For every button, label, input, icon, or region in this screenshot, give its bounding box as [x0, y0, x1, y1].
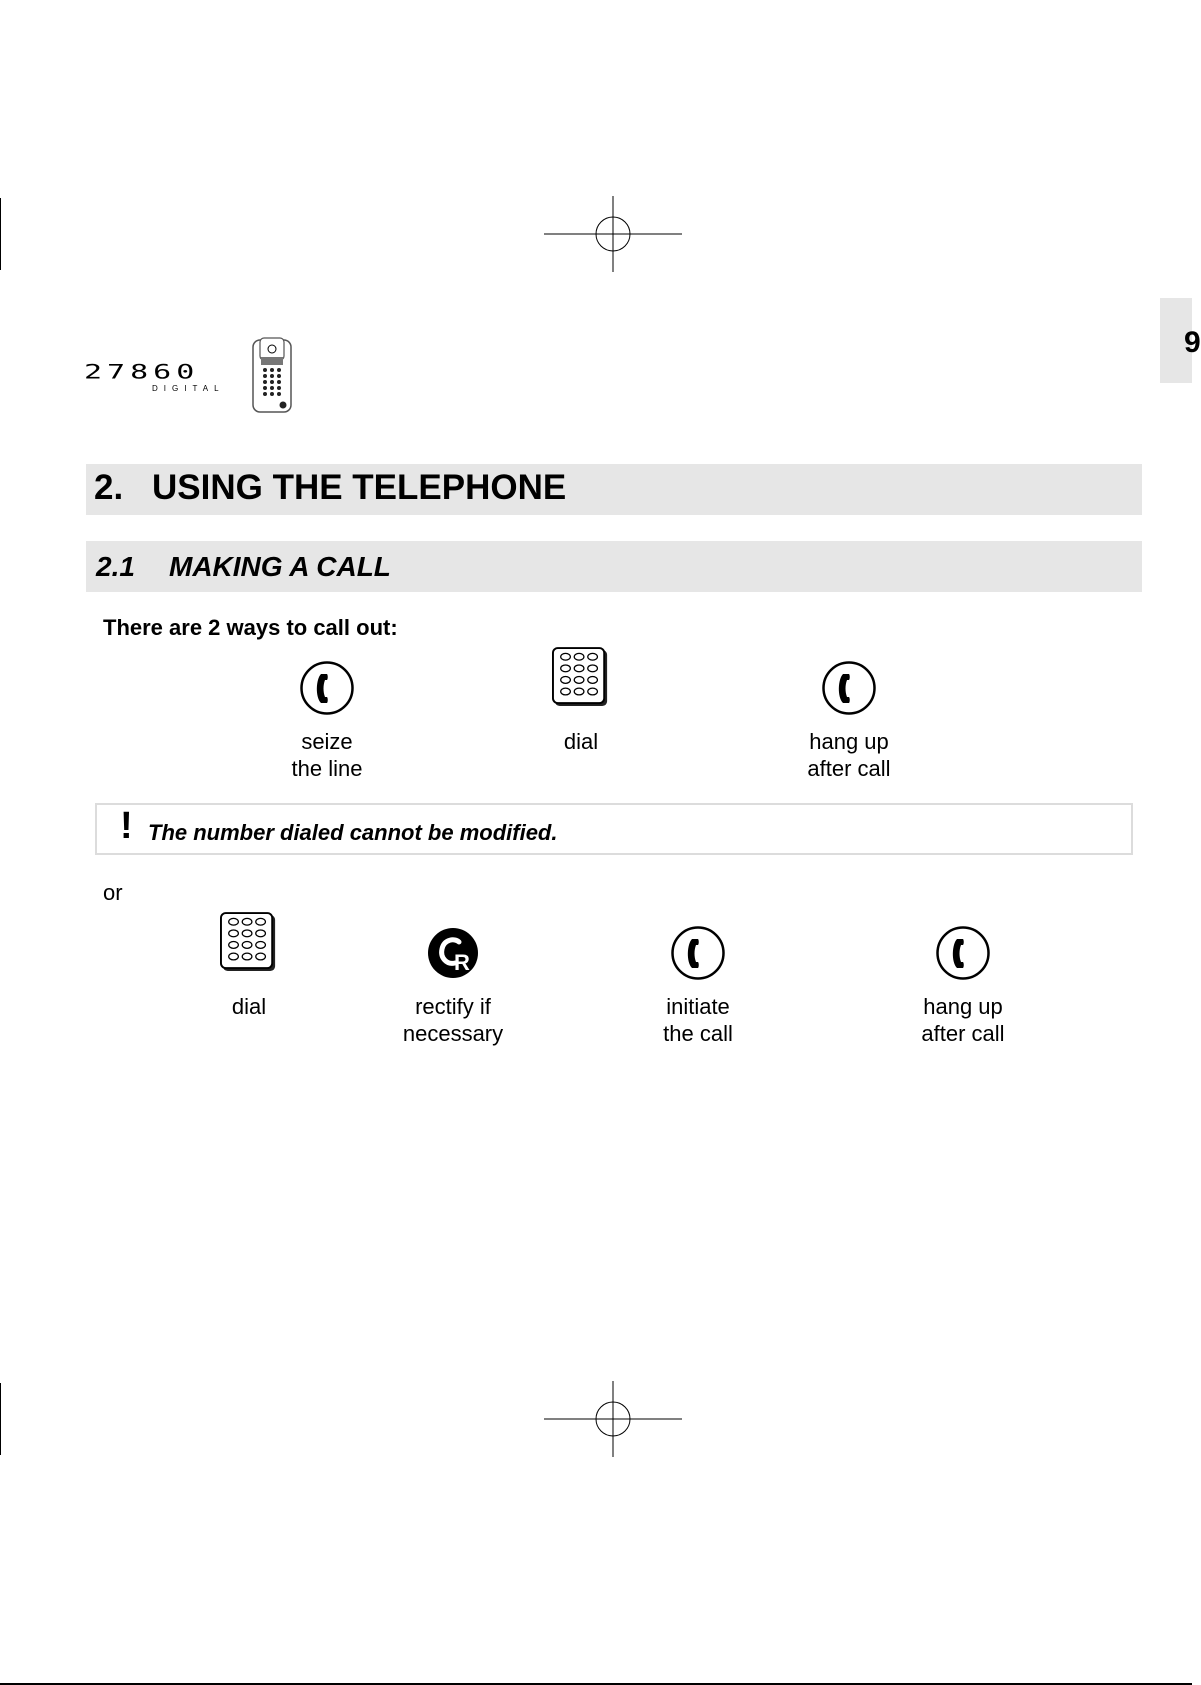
logo-sub: DIGITAL [152, 384, 225, 393]
crop-mark-left-top [0, 198, 1, 270]
step-rectify [353, 925, 553, 1047]
handset-icon [821, 660, 877, 716]
step-label: hang up [923, 994, 1003, 1019]
subsection-title: MAKING A CALL [169, 551, 391, 582]
step-label: necessary [402, 1021, 504, 1046]
step-label: the line [291, 756, 363, 781]
subsection-heading [86, 541, 1142, 592]
step-dial [149, 912, 349, 1020]
step-label: after call [807, 756, 891, 781]
step-hang-up [749, 660, 949, 782]
step-label: after call [921, 1021, 1005, 1046]
section-heading [86, 464, 1142, 515]
registration-mark-top [540, 196, 685, 272]
handset-icon [935, 925, 991, 981]
step-initiate-call [598, 925, 798, 1047]
step-label: initiate [666, 994, 730, 1019]
step-label: rectify if [415, 994, 491, 1019]
note-box [95, 803, 1133, 855]
phone-illustration-icon [247, 337, 297, 415]
section-title: USING THE TELEPHONE [152, 468, 567, 507]
product-logo [84, 337, 304, 415]
step-dial [481, 647, 681, 755]
correction-icon [425, 925, 481, 981]
page-tab-label: 9 [1184, 326, 1201, 359]
step-label: dial [563, 729, 599, 754]
step-hang-up [863, 925, 1063, 1047]
intro-text: There are 2 ways to call out: [103, 615, 398, 640]
section-number: 2. [94, 468, 124, 507]
keypad-icon [220, 912, 278, 974]
or-label: or [103, 880, 123, 905]
page-tab [1160, 298, 1201, 383]
note-text: The number dialed cannot be modified. [148, 820, 558, 845]
step-label: dial [231, 994, 267, 1019]
keypad-icon [552, 647, 610, 709]
handset-icon [670, 925, 726, 981]
handset-icon [299, 660, 355, 716]
step-label: the call [663, 1021, 733, 1046]
step-seize-line [227, 660, 427, 782]
warning-mark: ! [120, 805, 133, 847]
subsection-number: 2.1 [96, 551, 135, 582]
step-label: hang up [809, 729, 889, 754]
step-label: seize [301, 729, 353, 754]
logo-model: 27860 [84, 361, 200, 384]
registration-mark-bottom [540, 1381, 685, 1457]
crop-mark-left-bottom [0, 1383, 1, 1455]
